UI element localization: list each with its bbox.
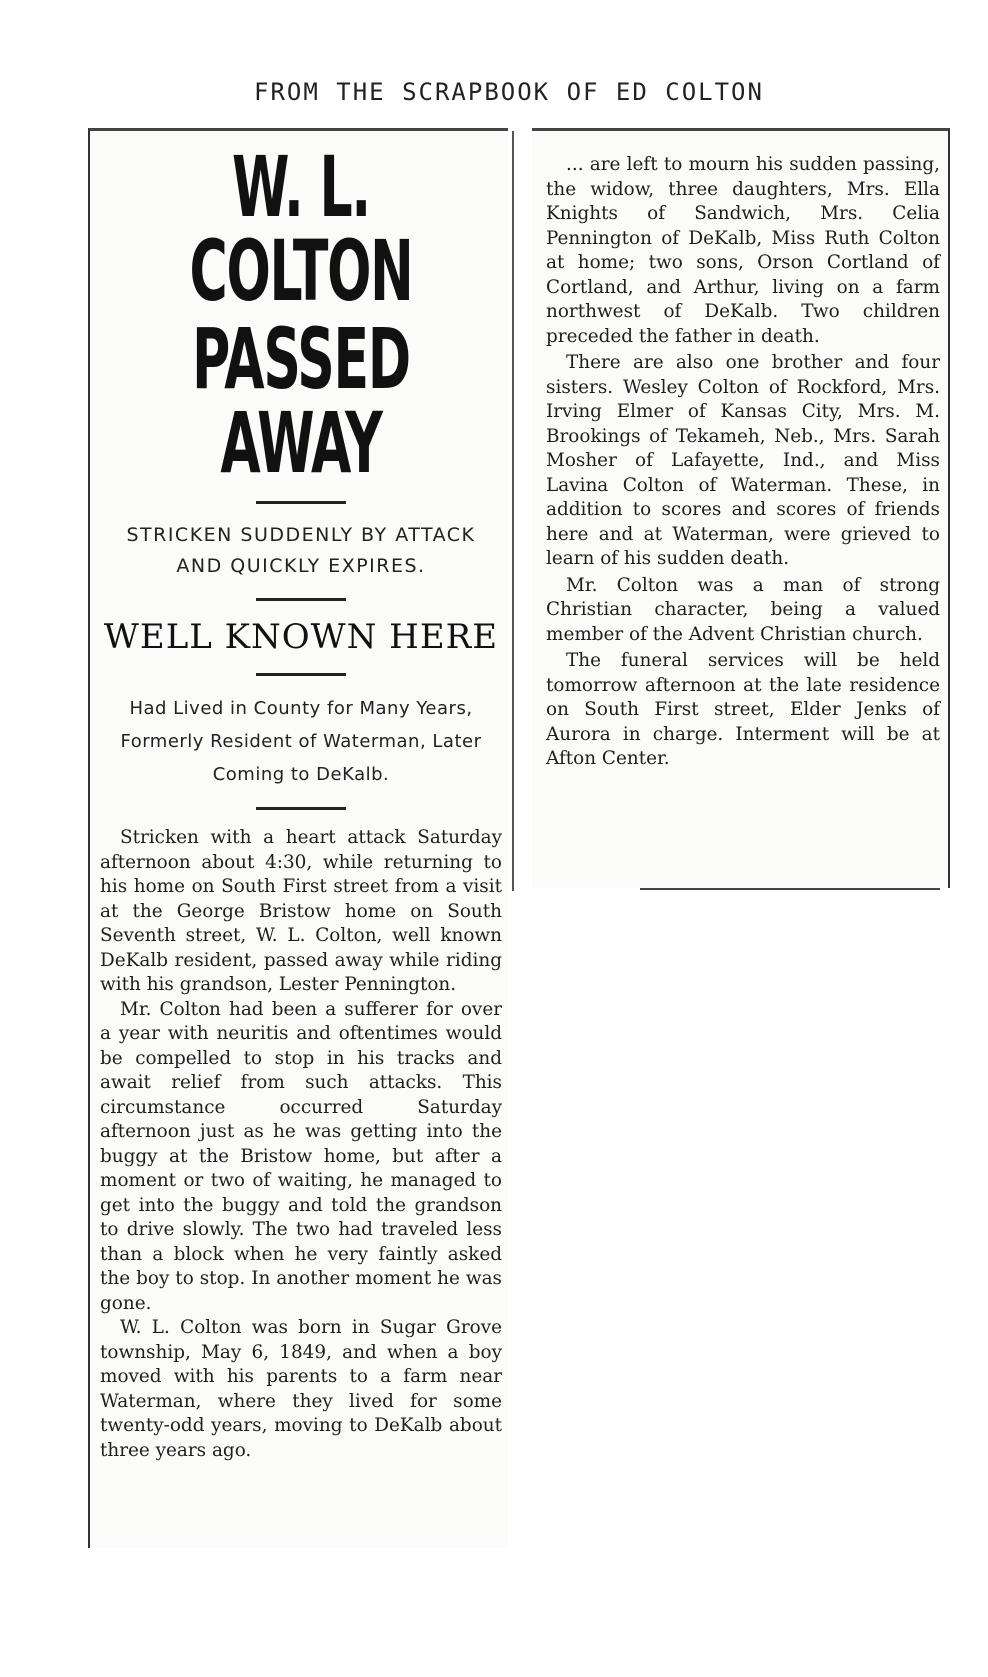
paragraph: Mr. Colton was a man of strong Christian character, being a valued member of the Advent Christian church. — [546, 574, 940, 645]
article-body-right — [546, 153, 940, 772]
subheadline-well-known: WELL KNOWN HERE — [103, 617, 499, 657]
divider-rule — [256, 807, 346, 810]
paragraph: ... are left to mourn his sudden passing, the widow, three daughters, Mrs. Ella Knights of Sandwich, Mrs. Celia Pennington of DeKalb, Miss Ruth Colton at home; two sons, Orson Cortland of Cortland, and Arthur, living on a farm northwest of DeKalb. Two children preceded the father in death. — [546, 154, 940, 347]
paragraph: Stricken with a heart attack Saturday afternoon about 4:30, while returning to his home on South First street from a visit at the George Bristow home on South Seventh street, W. L. Colton, well known DeKalb resident, passed away while riding with his grandson, Lester Pennington. — [100, 827, 502, 995]
article-column-left — [88, 128, 508, 1548]
scrapbook-header — [0, 78, 988, 106]
subheadline-had-lived: Had Lived in County for Many Years, Formerly Resident of Waterman, Later Coming to DeKalb. — [120, 698, 482, 785]
subheadline-stricken: STRICKEN SUDDENLY BY ATTACK AND QUICKLY EXPIRES. — [126, 524, 476, 577]
headline-line-2: PASSED AWAY — [192, 310, 410, 492]
paragraph: The funeral services will be held tomorrow afternoon at the late residence on South First street, Elder Jenks of Aurora in charge. Interment will be at Afton Center. — [546, 650, 940, 769]
paragraph: W. L. Colton was born in Sugar Grove township, May 6, 1849, and when a boy moved with his parents to a farm near Waterman, where they lived for some twenty-odd years, moving to DeKalb about three years ago. — [100, 1317, 502, 1461]
column-end-rule — [640, 888, 940, 890]
divider-rule — [256, 673, 346, 676]
paragraph: There are also one brother and four sisters. Wesley Colton of Rockford, Mrs. Irving Elmer of Kansas City, Mrs. M. Brookings of Tekameh, Neb., Mrs. Sarah Mosher of Lafayette, Ind., and Miss Lavina Colton of Waterman. These, in addition to scores and scores of friends here and at Waterman, were grieved to learn of his sudden death. — [546, 352, 940, 569]
paragraph: Mr. Colton had been a sufferer for over a year with neuritis and oftentimes would be compelled to stop in his tracks and await relief from such attacks. This circumstance occurred Saturday afternoon just as he was getting into the buggy at the Bristow home, but after a moment or two of waiting, he managed to get into the buggy and told the grandson to drive slowly. The two had traveled less than a block when he very faintly asked the boy to stop. In another moment he was gone. — [100, 998, 502, 1314]
divider-rule — [256, 598, 346, 601]
article-column-right — [532, 128, 950, 888]
divider-rule — [256, 501, 346, 504]
headline-line-1: W. L. COLTON — [189, 138, 413, 320]
scrapbook-header-text: FROM THE SCRAPBOOK OF ED COLTON — [254, 78, 764, 106]
article-body-left — [100, 826, 502, 1463]
